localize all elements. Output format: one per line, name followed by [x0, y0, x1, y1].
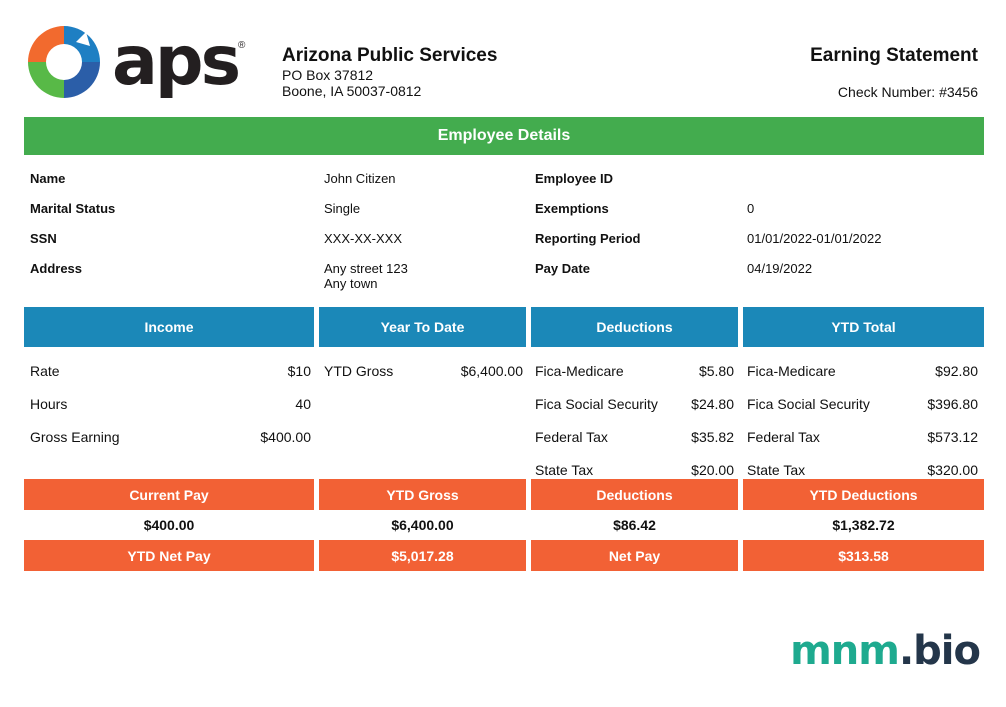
- registered-mark: ®: [238, 40, 246, 51]
- pay-date-value: 04/19/2022: [747, 261, 813, 276]
- summary-deductions-value: $86.42: [613, 517, 656, 533]
- deduction-federal-tax-value: $35.82: [691, 429, 734, 445]
- statement-info: [810, 45, 978, 100]
- net-pay-value: $313.58: [743, 540, 984, 571]
- reporting-period-label: Reporting Period: [535, 231, 641, 246]
- company-address-line1: PO Box 37812: [282, 67, 374, 83]
- income-hours-value: 40: [295, 396, 311, 412]
- deduction-fica-ss-label: Fica Social Security: [535, 396, 658, 412]
- deduction-federal-tax-label: Federal Tax: [535, 429, 608, 445]
- company-info: [282, 45, 497, 99]
- ytd-gross-header: YTD Gross: [319, 479, 526, 510]
- ytd-total-fica-medicare-label: Fica-Medicare: [747, 363, 836, 379]
- exemptions-value: 0: [747, 201, 755, 216]
- ytd-total-fica-ss-label: Fica Social Security: [747, 396, 870, 412]
- ytd-gross-label: YTD Gross: [324, 363, 394, 379]
- ytd-total-state-tax-value: $320.00: [927, 462, 978, 478]
- net-pay-label: Net Pay: [531, 540, 738, 571]
- aps-swirl-icon: [24, 22, 104, 102]
- ytd-total-federal-tax-value: $573.12: [927, 429, 978, 445]
- check-number: Check Number: #3456: [837, 84, 978, 100]
- income-header: Income: [24, 307, 314, 347]
- ytd-total-federal-tax-label: Federal Tax: [747, 429, 820, 445]
- address-line2: Any town: [324, 276, 378, 291]
- deduction-fica-medicare-label: Fica-Medicare: [535, 363, 624, 379]
- ytd-net-pay-label: YTD Net Pay: [24, 540, 314, 571]
- employee-details-header: Employee Details: [24, 117, 984, 155]
- income-rate-label: Rate: [30, 363, 60, 379]
- ytd-total-header: YTD Total: [743, 307, 984, 347]
- summary-deductions-header: Deductions: [531, 479, 738, 510]
- watermark-part1: mnm: [790, 628, 899, 674]
- ytd-gross-total-value: $6,400.00: [391, 517, 454, 533]
- company-address-line2: Boone, IA 50037-0812: [282, 83, 422, 99]
- deduction-fica-ss-value: $24.80: [691, 396, 734, 412]
- deduction-fica-medicare-value: $5.80: [698, 363, 734, 379]
- ytd-total-state-tax-label: State Tax: [747, 462, 806, 478]
- ssn-value: XXX-XX-XXX: [324, 231, 403, 246]
- company-name: Arizona Public Services: [282, 45, 498, 66]
- aps-logo: [24, 22, 256, 102]
- address-label: Address: [30, 261, 83, 276]
- ytd-total-fica-medicare-value: $92.80: [935, 363, 978, 379]
- exemptions-label: Exemptions: [535, 201, 609, 216]
- watermark-part2: .bio: [898, 628, 980, 674]
- name-label: Name: [30, 171, 66, 186]
- ytd-total-fica-ss-value: $396.80: [927, 396, 978, 412]
- ssn-label: SSN: [30, 231, 57, 246]
- marital-status-label: Marital Status: [30, 201, 116, 216]
- deduction-state-tax-label: State Tax: [535, 462, 594, 478]
- logo-wordmark: aps: [112, 22, 239, 101]
- income-rate-value: $10: [287, 363, 311, 379]
- income-hours-label: Hours: [30, 396, 68, 412]
- deduction-state-tax-value: $20.00: [691, 462, 734, 478]
- marital-status-value: Single: [324, 201, 361, 216]
- ytd-gross-value: $6,400.00: [460, 363, 523, 379]
- ytd-deductions-header: YTD Deductions: [743, 479, 984, 510]
- watermark-logo: [790, 628, 980, 674]
- current-pay-header: Current Pay: [24, 479, 314, 510]
- ytd-net-pay-value: $5,017.28: [319, 540, 526, 571]
- reporting-period-value: 01/01/2022-01/01/2022: [747, 231, 882, 246]
- address-line1: Any street 123: [324, 261, 408, 276]
- name-value: John Citizen: [324, 171, 396, 186]
- ytd-deductions-value: $1,382.72: [832, 517, 895, 533]
- statement-title: Earning Statement: [810, 45, 978, 66]
- pay-date-label: Pay Date: [535, 261, 590, 276]
- income-gross-label: Gross Earning: [30, 429, 120, 445]
- current-pay-value: $400.00: [143, 517, 195, 533]
- income-gross-value: $400.00: [260, 429, 311, 445]
- deductions-header: Deductions: [531, 307, 738, 347]
- year-to-date-header: Year To Date: [319, 307, 526, 347]
- employee-id-label: Employee ID: [535, 171, 614, 186]
